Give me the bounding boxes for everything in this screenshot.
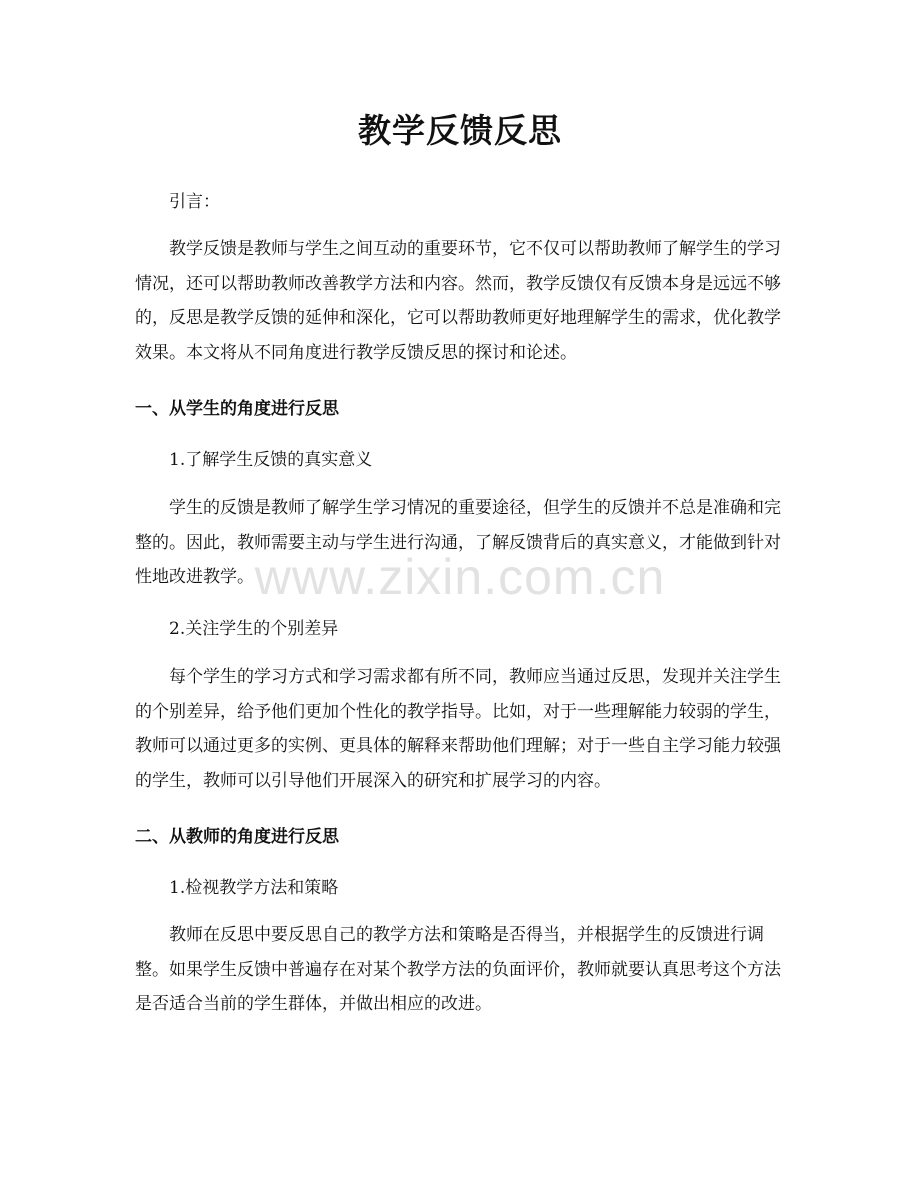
section-2-sub-1-title: 1.检视教学方法和策略 [169,878,339,898]
section-1-sub-2-text: 每个学生的学习方式和学习需求都有所不同，教师应当通过反思，发现并关注学生的个别差异，给予他们更加个性化的教学指导。比如，对于一些理解能力较弱的学生，教师可以通过更多的实例、更具体的解释来帮助他们理解；对于一些自主学习能力较强的学生，教师可以引导他们开展深入的研究和扩展学习的内容。 [135,667,781,791]
section-2-heading: 二、从教师的角度进行反思 [135,827,339,847]
document-title: 教学反馈反思 [358,111,562,150]
section-1-heading: 一、从学生的角度进行反思 [135,399,339,419]
section-1-sub-2-title: 2.关注学生的个别差异 [169,619,339,639]
section-1-sub-1-title: 1.了解学生反馈的真实意义 [169,450,373,470]
intro-paragraph: 教学反馈是教师与学生之间互动的重要环节，它不仅可以帮助教师了解学生的学习情况，还可以帮助教师改善教学方法和内容。然而，教学反馈仅有反馈本身是远远不够的，反思是教学反馈的延伸和深化，它可以帮助教师更好地理解学生的需求，优化教学效果。本文将从不同角度进行教学反馈反思的探讨和论述。 [135,239,781,363]
section-2-sub-1-text: 教师在反思中要反思自己的教学方法和策略是否得当，并根据学生的反馈进行调整。如果学生反馈中普遍存在对某个教学方法的负面评价，教师就要认真思考这个方法是否适合当前的学生群体，并做出相应的改进。 [135,925,781,1014]
watermark: www.zixin.com.cn [254,549,666,605]
section-1-sub-1-text: 学生的反馈是教师了解学生学习情况的重要途径，但学生的反馈并不总是准确和完整的。因此，教师需要主动与学生进行沟通，了解反馈背后的真实意义，才能做到针对性地改进教学。 [135,498,781,587]
intro-label: 引言： [169,192,220,212]
